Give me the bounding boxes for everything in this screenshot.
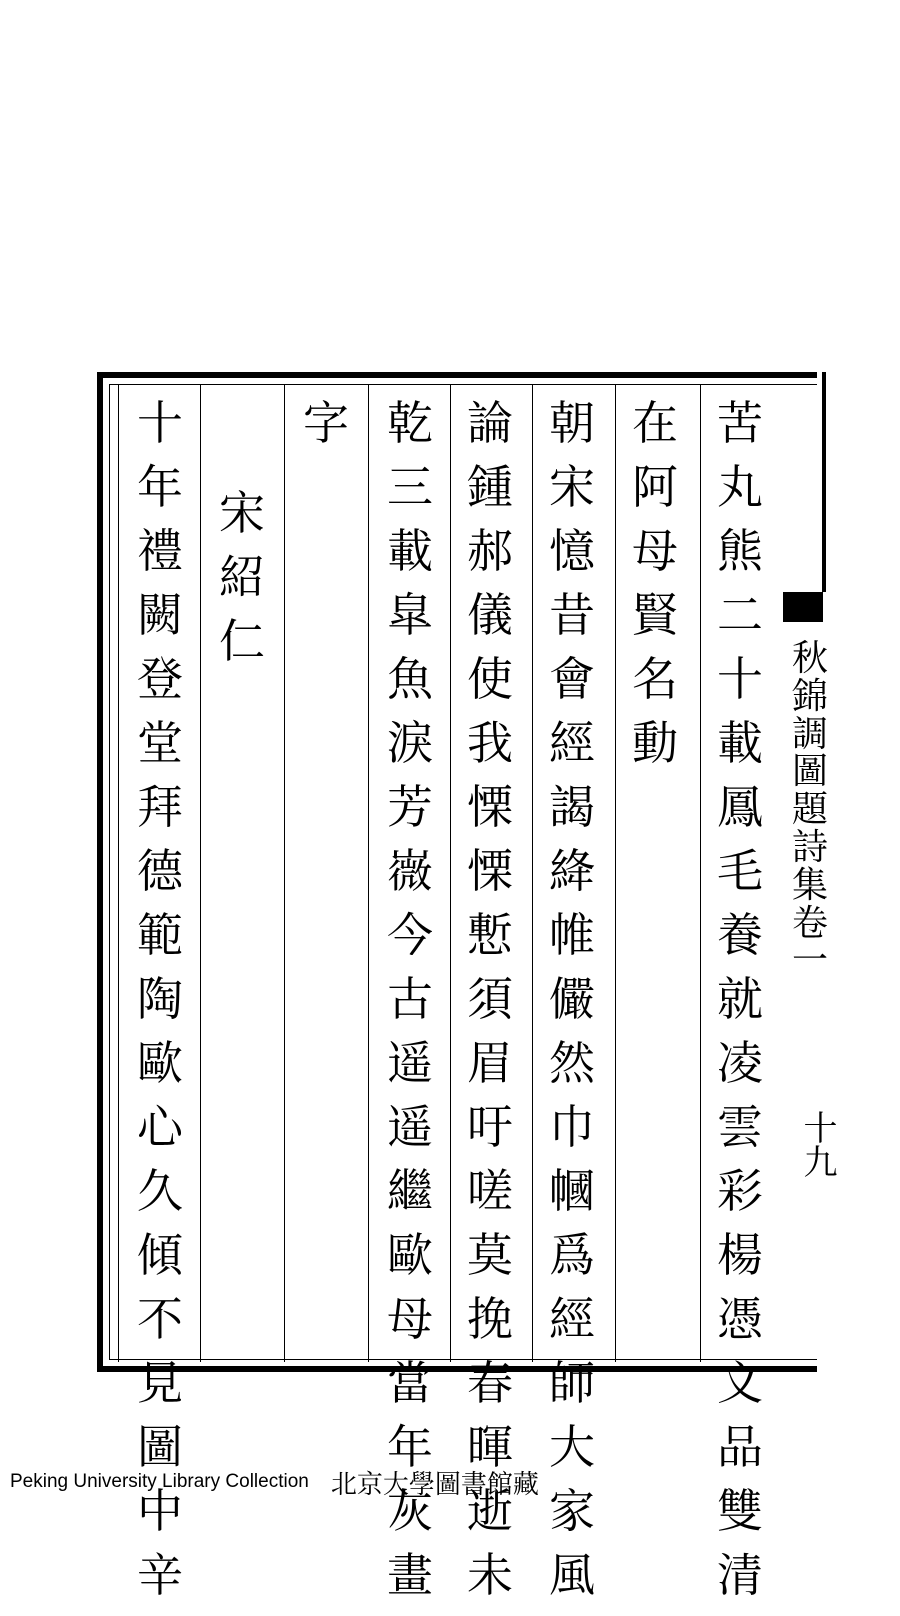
text-column: 苦 丸 熊 二 十 載 鳳 毛 養 就 凌 雲 彩 楊 憑 文 品 雙 清 bbox=[717, 396, 763, 1602]
column-rule bbox=[284, 384, 285, 1362]
column-rule bbox=[700, 384, 701, 1362]
column-rule bbox=[200, 384, 201, 1362]
text-column: 論 鍾 郝 儀 使 我 慄 慄 慙 須 眉 吁 嗟 莫 挽 春 暉 逝 未 bbox=[467, 396, 513, 1602]
text-column: 宋 紹 仁 bbox=[219, 486, 265, 668]
text-column: 乾 三 載 皐 魚 淚 芳 嶶 今 古 遥 遥 繼 歐 母 當 年 灰 畫 bbox=[387, 396, 433, 1602]
text-column: 字 bbox=[303, 396, 349, 450]
column-rule bbox=[450, 384, 451, 1362]
text-column: 在 阿 母 賢 名 動 bbox=[632, 396, 678, 770]
column-rule bbox=[118, 384, 119, 1362]
column-rule bbox=[615, 384, 616, 1362]
text-column: 十 年 禮 闕 登 堂 拜 德 範 陶 歐 心 久 傾 不 見 圖 中 辛 bbox=[137, 396, 183, 1602]
fish-tail-mark bbox=[783, 592, 823, 622]
folio-number: 十九 bbox=[797, 1110, 837, 1178]
collection-label-en: Peking University Library Collection bbox=[10, 1471, 309, 1492]
colophon-title: 秋 錦 調 圖 題 詩 集 卷 一 bbox=[792, 638, 829, 982]
collection-label-zh: 北京大學圖書館藏 bbox=[330, 1469, 539, 1500]
text-column: 朝 宋 憶 昔 會 經 謁 絳 帷 儼 然 巾 幗 爲 經 師 大 家 風 bbox=[549, 396, 595, 1602]
colophon-rule bbox=[822, 372, 826, 592]
column-rule bbox=[368, 384, 369, 1362]
footer bbox=[0, 1462, 900, 1502]
column-rule bbox=[532, 384, 533, 1362]
